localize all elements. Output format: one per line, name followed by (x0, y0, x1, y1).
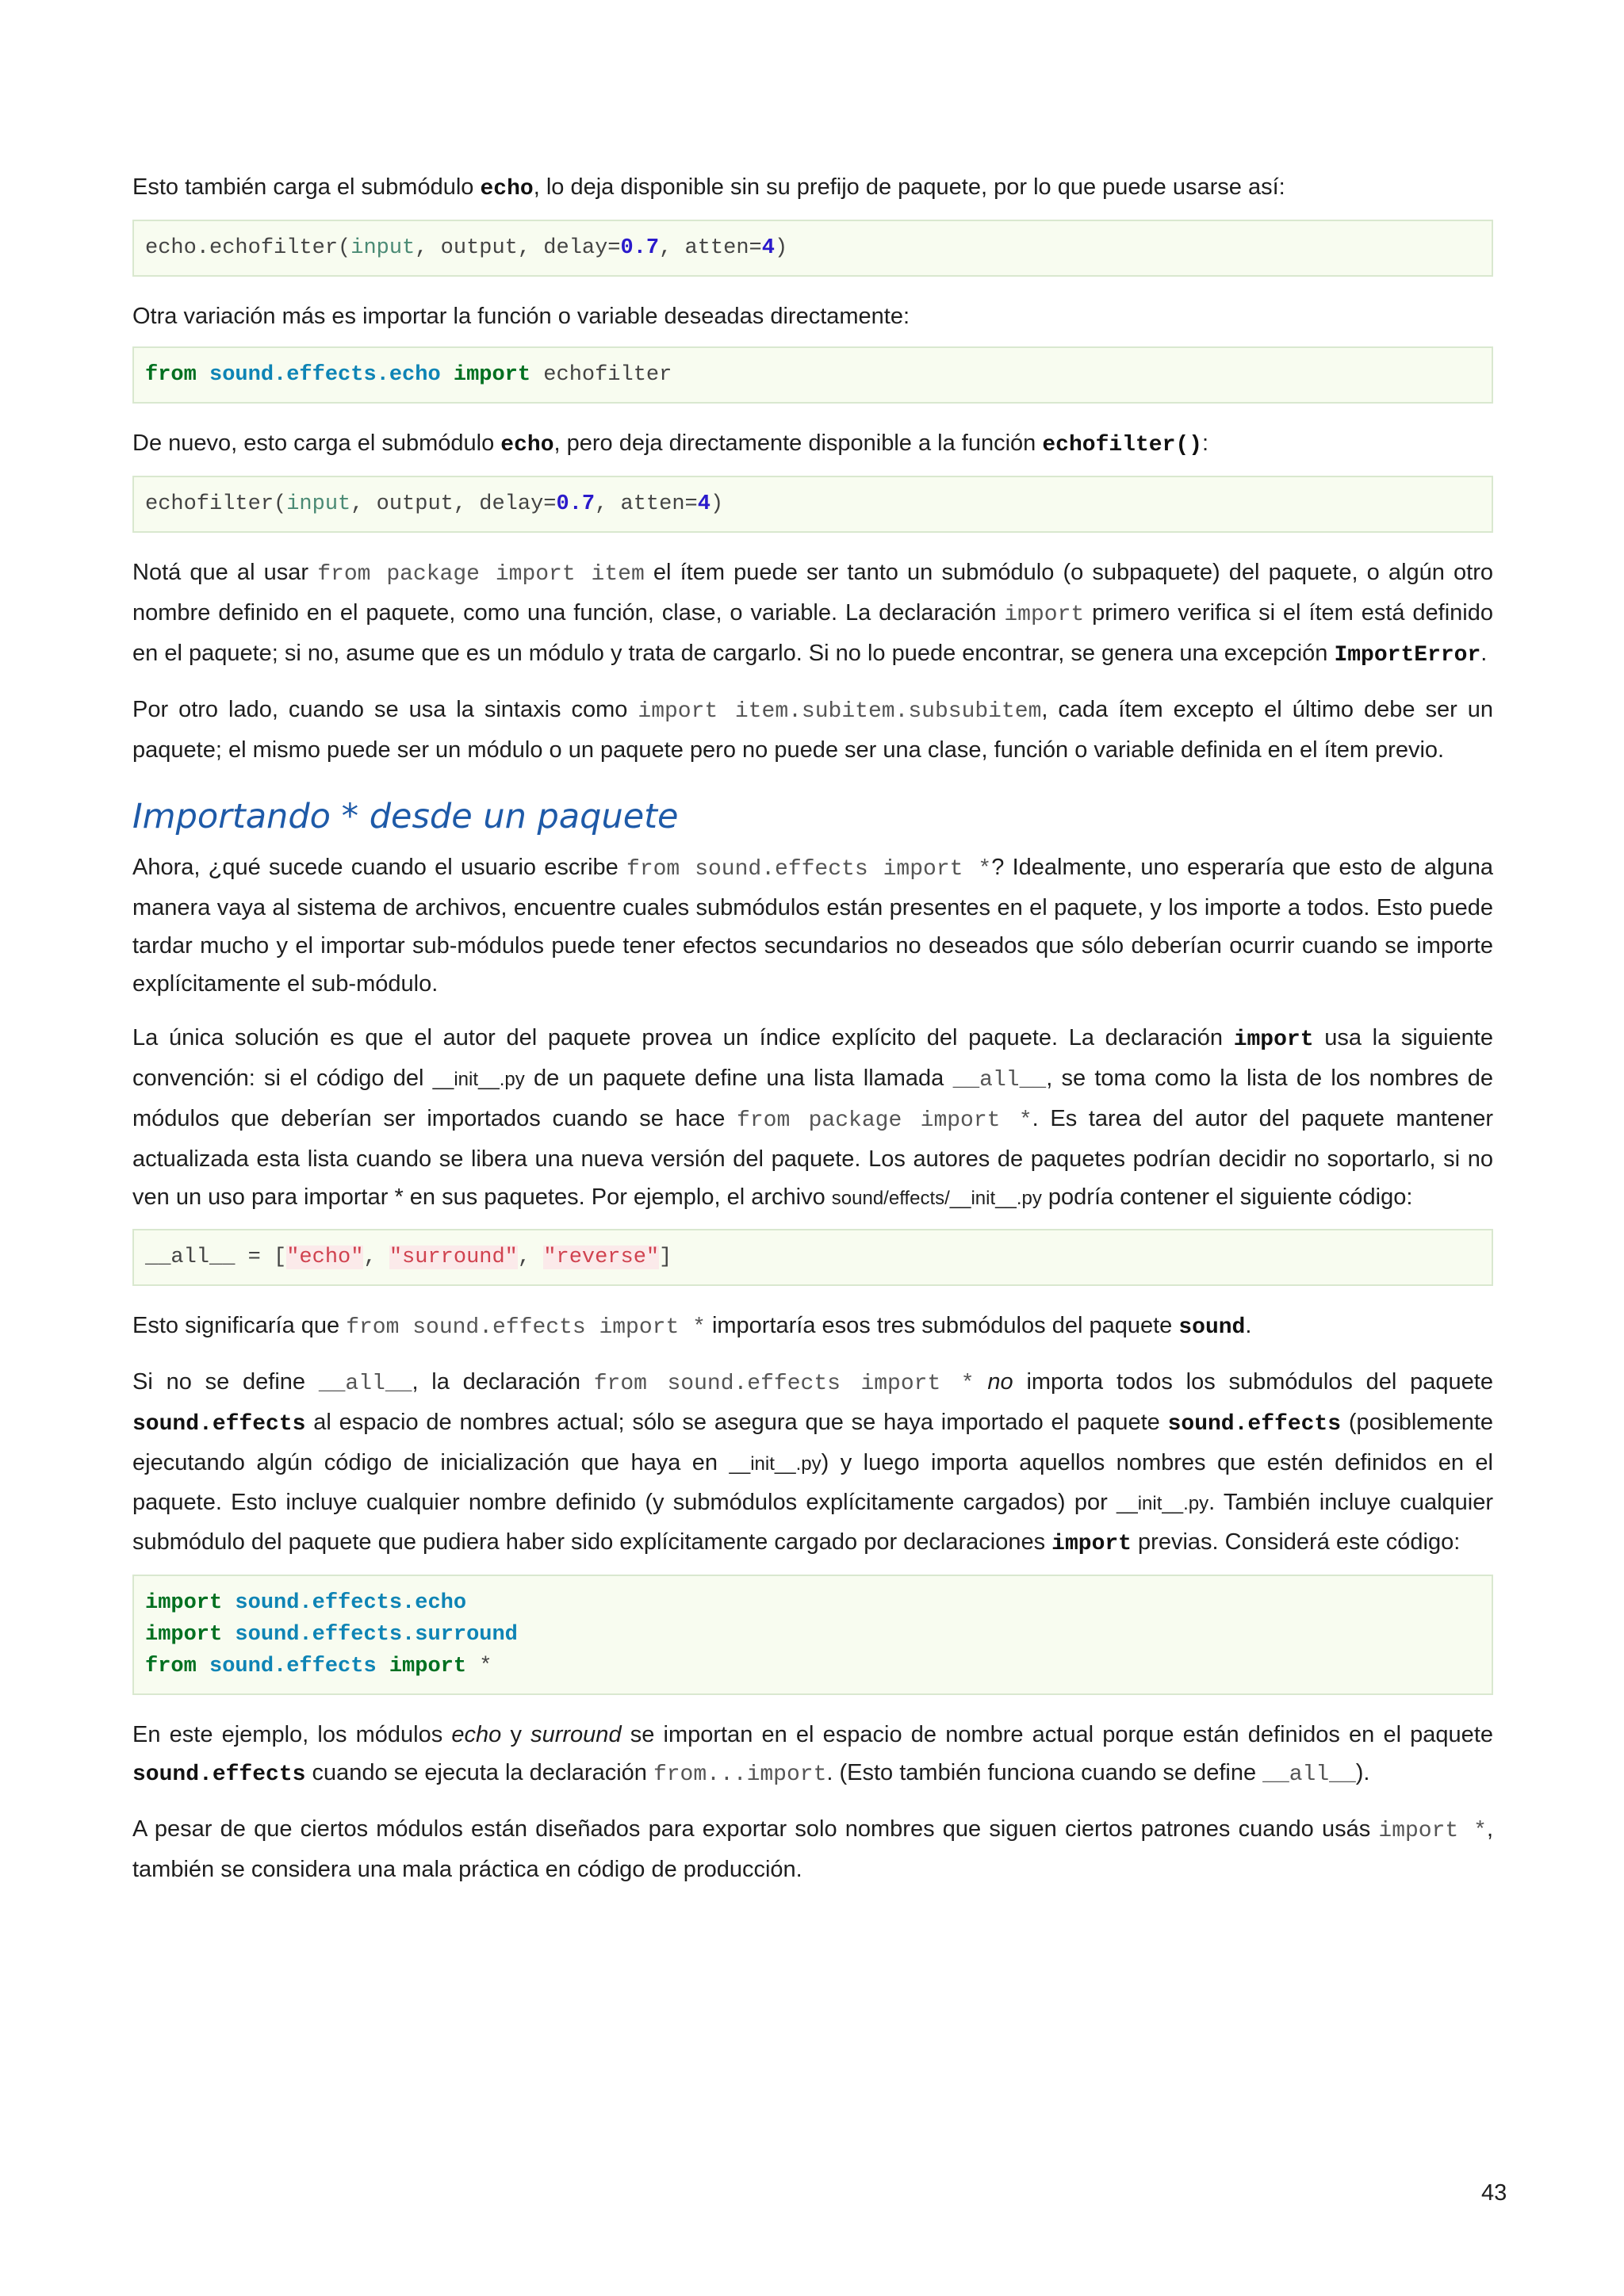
filename: __init__.py (432, 1069, 525, 1090)
filename: __init__.py (729, 1453, 822, 1475)
inline-code: import (1004, 603, 1085, 627)
filename: __init__.py (1116, 1493, 1209, 1514)
inline-code: from sound.effects import * (626, 857, 992, 882)
paragraph: Notá que al usar from package import item el ítem puede ser tanto un submódulo (o subpaquete) del paquete, o algún otro nombre definido en el paquete, como una función, clase, o variable. La declaración import primero verifica si el ítem está definido en el paquete; si no, asume que es un módulo y trata de cargarlo. Si no lo puede encontrar, se genera una excepción ImportError. (132, 560, 1494, 668)
inline-code: import (1051, 1532, 1132, 1556)
code-block: from sound.effects.echo import echofilter (132, 346, 1493, 404)
inline-code: sound.effects (132, 1412, 306, 1437)
paragraph: Esto también carga el submódulo echo, lo deja disponible sin su prefijo de paquete, por lo que puede usarse así: (132, 174, 1285, 201)
inline-code: import * (1378, 1819, 1487, 1843)
inline-code: ImportError (1334, 643, 1481, 668)
document-page (132, 168, 1493, 1888)
inline-code: echo (480, 177, 534, 201)
paragraph: De nuevo, esto carga el submódulo echo, pero deja directamente disponible a la función echofilter(): (132, 430, 1209, 457)
paragraph: La única solución es que el autor del paquete provea un índice explícito del paquete. La declaración import usa la siguiente convención: si el código del __init__.py de un paquete define una lista llamada __all__, se toma como la lista de los nombres de módulos que deberían ser importados cuando se hace from package import *. Es tarea del autor del paquete mantener actualizada esta lista cuando se libera una nueva versión del paquete. Los autores de paquetes podrían decidir no soportarlo, si no ven un uso para importar * en sus paquetes. Por ejemplo, el archivo sound/effects/__init__.py podría contener el siguiente código: (132, 1025, 1493, 1210)
paragraph: A pesar de que ciertos módulos están diseñados para exportar solo nombres que siguen ciertos patrones cuando usás import *, también se considera una mala práctica en código de producción. (132, 1816, 1494, 1882)
code-block: import sound.effects.echo import sound.effects.surround from sound.effects import * (132, 1575, 1493, 1695)
section-heading: Importando * desde un paquete (132, 797, 679, 836)
paragraph: En este ejemplo, los módulos echo y surround se importan en el espacio de nombre actual porque están definidos en el paquete sound.effects cuando se ejecuta la declaración from...import. (Esto también funciona cuando se define __all__). (132, 1722, 1493, 1787)
inline-code: echo (500, 433, 554, 457)
paragraph: Por otro lado, cuando se usa la sintaxis como import item.subitem.subsubitem, cada ítem excepto el último debe ser un paquete; el mismo puede ser un módulo o un paquete pero no puede ser una clase, función o variable definida en el ítem previo. (132, 697, 1494, 763)
filename: sound/effects/__init__.py (831, 1188, 1042, 1209)
inline-code: __all__ (952, 1068, 1047, 1093)
inline-code: from package import * (737, 1108, 1032, 1133)
inline-code: __all__ (318, 1372, 412, 1396)
inline-code: from sound.effects import * (346, 1315, 706, 1340)
inline-code: echofilter() (1042, 433, 1202, 457)
inline-code: from package import item (317, 562, 645, 587)
paragraph: Esto significaría que from sound.effects import * importaría esos tres submódulos del paquete sound. (132, 1313, 1252, 1340)
paragraph: Otra variación más es importar la función o variable deseadas directamente: (132, 304, 910, 329)
inline-code: from...import (653, 1762, 827, 1787)
paragraph: Si no se define __all__, la declaración from sound.effects import * no importa todos los submódulos del paquete sound.effects al espacio de nombres actual; sólo se asegura que se haya importado el paquete sound.effects (posiblemente ejecutando algún código de inicialización que haya en __init__.py) y luego importa aquellos nombres que estén definidos en el paquete. Esto incluye cualquier nombre definido (y submódulos explícitamente cargados) por __init__.py. También incluye cualquier submódulo del paquete que pudiera haber sido explícitamente cargado por declaraciones import previas. Considerá este código: (132, 1369, 1494, 1556)
inline-code: sound (1178, 1315, 1246, 1340)
code-block: __all__ = ["echo", "surround", "reverse"] (132, 1229, 1493, 1286)
inline-code: __all__ (1262, 1762, 1356, 1787)
inline-code: sound.effects (1167, 1412, 1342, 1437)
inline-code: import (1233, 1027, 1314, 1052)
paragraph: Ahora, ¿qué sucede cuando el usuario escribe from sound.effects import *? Idealmente, uno esperaría que esto de alguna manera vaya al sistema de archivos, encuentre cuales submódulos están presentes en el paquete, y los importe a todos. Esto puede tardar mucho y el importar sub-módulos puede tener efectos secundarios no deseados que sólo deberían ocurrir cuando se importe explícitamente el sub-módulo. (132, 855, 1493, 997)
page-number: 43 (1481, 2180, 1507, 2206)
code-block: echofilter(input, output, delay=0.7, atten=4) (132, 476, 1493, 533)
inline-code: sound.effects (132, 1762, 306, 1787)
inline-code: import item.subitem.subsubitem (638, 699, 1042, 724)
inline-code: from sound.effects import * (593, 1372, 975, 1396)
code-block: echo.echofilter(input, output, delay=0.7, atten=4) (132, 220, 1493, 277)
